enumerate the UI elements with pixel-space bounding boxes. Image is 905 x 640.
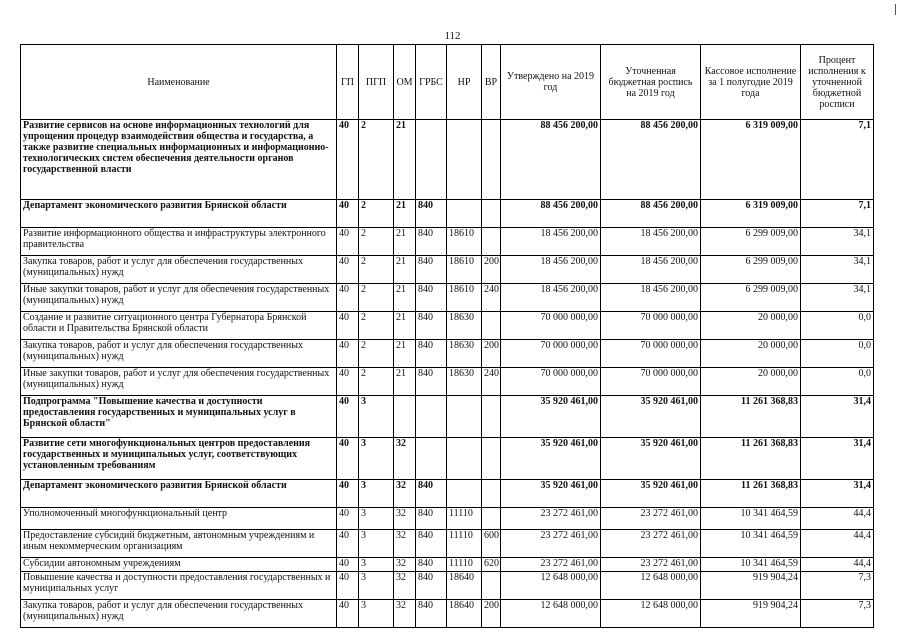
gp-cell: 40 <box>337 340 359 368</box>
nr-cell: 18610 <box>447 256 482 284</box>
table-body <box>21 120 874 628</box>
refined-amount-cell: 23 272 461,00 <box>601 558 701 572</box>
om-cell: 21 <box>394 368 416 396</box>
cash-execution-cell: 10 341 464,59 <box>701 558 801 572</box>
column-header: НР <box>447 45 482 120</box>
row-name-cell: Предоставление субсидий бюджетным, автономным учреждениям и иным некоммерческим организациям <box>21 530 337 558</box>
table-row <box>21 558 874 572</box>
om-cell: 21 <box>394 312 416 340</box>
refined-amount-cell: 88 456 200,00 <box>601 120 701 200</box>
refined-amount-cell: 35 920 461,00 <box>601 396 701 438</box>
row-name-cell: Закупка товаров, работ и услуг для обеспечения государственных (муниципальных) нужд <box>21 340 337 368</box>
execution-percent-cell: 7,3 <box>801 600 874 628</box>
table-row <box>21 120 874 200</box>
refined-amount-cell: 12 648 000,00 <box>601 600 701 628</box>
gp-cell: 40 <box>337 228 359 256</box>
column-header: ВР <box>482 45 501 120</box>
cash-execution-cell: 6 299 009,00 <box>701 228 801 256</box>
column-header: ОМ <box>394 45 416 120</box>
table-row <box>21 340 874 368</box>
table-header-row <box>21 45 874 120</box>
nr-cell <box>447 438 482 480</box>
refined-amount-cell: 12 648 000,00 <box>601 572 701 600</box>
om-cell: 21 <box>394 340 416 368</box>
execution-percent-cell: 7,1 <box>801 200 874 228</box>
pgp-cell: 2 <box>359 340 394 368</box>
gp-cell: 40 <box>337 438 359 480</box>
grbs-cell: 840 <box>416 368 447 396</box>
nr-cell: 18640 <box>447 600 482 628</box>
vr-cell <box>482 438 501 480</box>
cash-execution-cell: 10 341 464,59 <box>701 530 801 558</box>
grbs-cell: 840 <box>416 340 447 368</box>
refined-amount-cell: 23 272 461,00 <box>601 530 701 558</box>
pgp-cell: 3 <box>359 480 394 508</box>
pgp-cell: 3 <box>359 558 394 572</box>
row-name-cell: Департамент экономического развития Брянской области <box>21 480 337 508</box>
grbs-cell: 840 <box>416 256 447 284</box>
om-cell: 21 <box>394 228 416 256</box>
pgp-cell: 2 <box>359 312 394 340</box>
table-row <box>21 480 874 508</box>
refined-amount-cell: 35 920 461,00 <box>601 480 701 508</box>
nr-cell <box>447 396 482 438</box>
grbs-cell: 840 <box>416 200 447 228</box>
vr-cell: 200 <box>482 256 501 284</box>
pgp-cell: 3 <box>359 530 394 558</box>
cash-execution-cell: 6 299 009,00 <box>701 256 801 284</box>
refined-amount-cell: 35 920 461,00 <box>601 438 701 480</box>
column-header: Наименование <box>21 45 337 120</box>
execution-percent-cell: 0,0 <box>801 312 874 340</box>
nr-cell: 18630 <box>447 368 482 396</box>
om-cell: 21 <box>394 200 416 228</box>
row-name-cell: Создание и развитие ситуационного центра Губернатора Брянской области и Правительства Брянской области <box>21 312 337 340</box>
nr-cell <box>447 120 482 200</box>
vr-cell <box>482 572 501 600</box>
om-cell <box>394 396 416 438</box>
cash-execution-cell: 919 904,24 <box>701 600 801 628</box>
om-cell: 32 <box>394 572 416 600</box>
execution-percent-cell: 34,1 <box>801 228 874 256</box>
gp-cell: 40 <box>337 284 359 312</box>
grbs-cell: 840 <box>416 312 447 340</box>
table-row <box>21 368 874 396</box>
row-name-cell: Развитие сервисов на основе информационных технологий для упрощения процедур взаимодействия общества и государства, а также развитие специальных информационных и информационно-технологических систем обеспечения деятельности органов государственной власти <box>21 120 337 200</box>
pgp-cell: 2 <box>359 368 394 396</box>
table-row <box>21 200 874 228</box>
table-row <box>21 396 874 438</box>
execution-percent-cell: 7,3 <box>801 572 874 600</box>
pgp-cell: 3 <box>359 572 394 600</box>
approved-amount-cell: 35 920 461,00 <box>501 396 601 438</box>
approved-amount-cell: 35 920 461,00 <box>501 438 601 480</box>
pgp-cell: 2 <box>359 228 394 256</box>
approved-amount-cell: 88 456 200,00 <box>501 200 601 228</box>
pgp-cell: 3 <box>359 396 394 438</box>
om-cell: 32 <box>394 530 416 558</box>
table-row <box>21 284 874 312</box>
grbs-cell: 840 <box>416 508 447 530</box>
grbs-cell: 840 <box>416 600 447 628</box>
column-header: ГП <box>337 45 359 120</box>
pgp-cell: 2 <box>359 284 394 312</box>
cash-execution-cell: 20 000,00 <box>701 368 801 396</box>
row-name-cell: Подпрограмма "Повышение качества и доступности предоставления государственных и муниципальных услуг в Брянской области" <box>21 396 337 438</box>
vr-cell <box>482 480 501 508</box>
column-header: Процент исполнения к уточненной бюджетной росписи <box>801 45 874 120</box>
gp-cell: 40 <box>337 530 359 558</box>
margin-mark <box>895 4 896 15</box>
nr-cell <box>447 200 482 228</box>
gp-cell: 40 <box>337 572 359 600</box>
vr-cell: 200 <box>482 340 501 368</box>
budget-table <box>20 44 874 628</box>
approved-amount-cell: 23 272 461,00 <box>501 508 601 530</box>
nr-cell: 18640 <box>447 572 482 600</box>
grbs-cell: 840 <box>416 558 447 572</box>
nr-cell: 18610 <box>447 284 482 312</box>
table-row <box>21 572 874 600</box>
cash-execution-cell: 20 000,00 <box>701 312 801 340</box>
execution-percent-cell: 0,0 <box>801 368 874 396</box>
execution-percent-cell: 31,4 <box>801 438 874 480</box>
vr-cell: 200 <box>482 600 501 628</box>
gp-cell: 40 <box>337 558 359 572</box>
gp-cell: 40 <box>337 256 359 284</box>
execution-percent-cell: 31,4 <box>801 396 874 438</box>
om-cell: 21 <box>394 120 416 200</box>
nr-cell: 18630 <box>447 340 482 368</box>
om-cell: 21 <box>394 256 416 284</box>
approved-amount-cell: 18 456 200,00 <box>501 256 601 284</box>
table-row <box>21 530 874 558</box>
cash-execution-cell: 11 261 368,83 <box>701 396 801 438</box>
pgp-cell: 3 <box>359 600 394 628</box>
nr-cell: 11110 <box>447 508 482 530</box>
refined-amount-cell: 18 456 200,00 <box>601 256 701 284</box>
refined-amount-cell: 70 000 000,00 <box>601 312 701 340</box>
pgp-cell: 2 <box>359 120 394 200</box>
execution-percent-cell: 44,4 <box>801 508 874 530</box>
cash-execution-cell: 6 299 009,00 <box>701 284 801 312</box>
table-row <box>21 508 874 530</box>
approved-amount-cell: 35 920 461,00 <box>501 480 601 508</box>
approved-amount-cell: 18 456 200,00 <box>501 228 601 256</box>
om-cell: 21 <box>394 284 416 312</box>
nr-cell: 18630 <box>447 312 482 340</box>
gp-cell: 40 <box>337 368 359 396</box>
pgp-cell: 2 <box>359 256 394 284</box>
vr-cell <box>482 200 501 228</box>
cash-execution-cell: 6 319 009,00 <box>701 120 801 200</box>
execution-percent-cell: 31,4 <box>801 480 874 508</box>
refined-amount-cell: 70 000 000,00 <box>601 340 701 368</box>
approved-amount-cell: 70 000 000,00 <box>501 312 601 340</box>
column-header: Уточненная бюджетная роспись на 2019 год <box>601 45 701 120</box>
execution-percent-cell: 7,1 <box>801 120 874 200</box>
gp-cell: 40 <box>337 312 359 340</box>
gp-cell: 40 <box>337 120 359 200</box>
row-name-cell: Развитие сети многофункциональных центров предоставления государственных и муниципальных услуг, соответствующих установленным требованиям <box>21 438 337 480</box>
grbs-cell: 840 <box>416 228 447 256</box>
cash-execution-cell: 20 000,00 <box>701 340 801 368</box>
refined-amount-cell: 23 272 461,00 <box>601 508 701 530</box>
table-row <box>21 228 874 256</box>
page-number: 112 <box>444 30 461 42</box>
nr-cell <box>447 480 482 508</box>
cash-execution-cell: 11 261 368,83 <box>701 438 801 480</box>
approved-amount-cell: 23 272 461,00 <box>501 558 601 572</box>
grbs-cell <box>416 120 447 200</box>
cash-execution-cell: 919 904,24 <box>701 572 801 600</box>
grbs-cell <box>416 438 447 480</box>
refined-amount-cell: 18 456 200,00 <box>601 284 701 312</box>
execution-percent-cell: 0,0 <box>801 340 874 368</box>
column-header: ГРБС <box>416 45 447 120</box>
row-name-cell: Департамент экономического развития Брянской области <box>21 200 337 228</box>
vr-cell: 620 <box>482 558 501 572</box>
approved-amount-cell: 12 648 000,00 <box>501 600 601 628</box>
row-name-cell: Уполномоченный многофункциональный центр <box>21 508 337 530</box>
vr-cell <box>482 312 501 340</box>
vr-cell <box>482 396 501 438</box>
gp-cell: 40 <box>337 508 359 530</box>
table-row <box>21 600 874 628</box>
vr-cell <box>482 508 501 530</box>
cash-execution-cell: 10 341 464,59 <box>701 508 801 530</box>
om-cell: 32 <box>394 438 416 480</box>
row-name-cell: Закупка товаров, работ и услуг для обеспечения государственных (муниципальных) нужд <box>21 256 337 284</box>
refined-amount-cell: 70 000 000,00 <box>601 368 701 396</box>
table-row <box>21 438 874 480</box>
execution-percent-cell: 44,4 <box>801 530 874 558</box>
grbs-cell <box>416 396 447 438</box>
grbs-cell: 840 <box>416 284 447 312</box>
row-name-cell: Иные закупки товаров, работ и услуг для обеспечения государственных (муниципальных) нужд <box>21 284 337 312</box>
approved-amount-cell: 12 648 000,00 <box>501 572 601 600</box>
pgp-cell: 3 <box>359 438 394 480</box>
execution-percent-cell: 44,4 <box>801 558 874 572</box>
vr-cell <box>482 228 501 256</box>
vr-cell: 240 <box>482 284 501 312</box>
refined-amount-cell: 18 456 200,00 <box>601 228 701 256</box>
table-row <box>21 256 874 284</box>
cash-execution-cell: 6 319 009,00 <box>701 200 801 228</box>
grbs-cell: 840 <box>416 572 447 600</box>
nr-cell: 11110 <box>447 558 482 572</box>
gp-cell: 40 <box>337 600 359 628</box>
vr-cell: 240 <box>482 368 501 396</box>
grbs-cell: 840 <box>416 530 447 558</box>
approved-amount-cell: 70 000 000,00 <box>501 368 601 396</box>
approved-amount-cell: 18 456 200,00 <box>501 284 601 312</box>
nr-cell: 18610 <box>447 228 482 256</box>
approved-amount-cell: 70 000 000,00 <box>501 340 601 368</box>
pgp-cell: 3 <box>359 508 394 530</box>
table-row <box>21 312 874 340</box>
row-name-cell: Повышение качества и доступности предоставления государственных и муниципальных услуг <box>21 572 337 600</box>
column-header: Кассовое исполнение за 1 полугодие 2019 года <box>701 45 801 120</box>
vr-cell <box>482 120 501 200</box>
cash-execution-cell: 11 261 368,83 <box>701 480 801 508</box>
vr-cell: 600 <box>482 530 501 558</box>
row-name-cell: Иные закупки товаров, работ и услуг для обеспечения государственных (муниципальных) нужд <box>21 368 337 396</box>
approved-amount-cell: 23 272 461,00 <box>501 530 601 558</box>
gp-cell: 40 <box>337 480 359 508</box>
pgp-cell: 2 <box>359 200 394 228</box>
approved-amount-cell: 88 456 200,00 <box>501 120 601 200</box>
row-name-cell: Закупка товаров, работ и услуг для обеспечения государственных (муниципальных) нужд <box>21 600 337 628</box>
column-header: ПГП <box>359 45 394 120</box>
execution-percent-cell: 34,1 <box>801 256 874 284</box>
row-name-cell: Развитие информационного общества и инфраструктуры электронного правительства <box>21 228 337 256</box>
execution-percent-cell: 34,1 <box>801 284 874 312</box>
om-cell: 32 <box>394 558 416 572</box>
gp-cell: 40 <box>337 200 359 228</box>
om-cell: 32 <box>394 480 416 508</box>
grbs-cell: 840 <box>416 480 447 508</box>
om-cell: 32 <box>394 600 416 628</box>
column-header: Утверждено на 2019 год <box>501 45 601 120</box>
gp-cell: 40 <box>337 396 359 438</box>
refined-amount-cell: 88 456 200,00 <box>601 200 701 228</box>
row-name-cell: Субсидии автономным учреждениям <box>21 558 337 572</box>
om-cell: 32 <box>394 508 416 530</box>
nr-cell: 11110 <box>447 530 482 558</box>
